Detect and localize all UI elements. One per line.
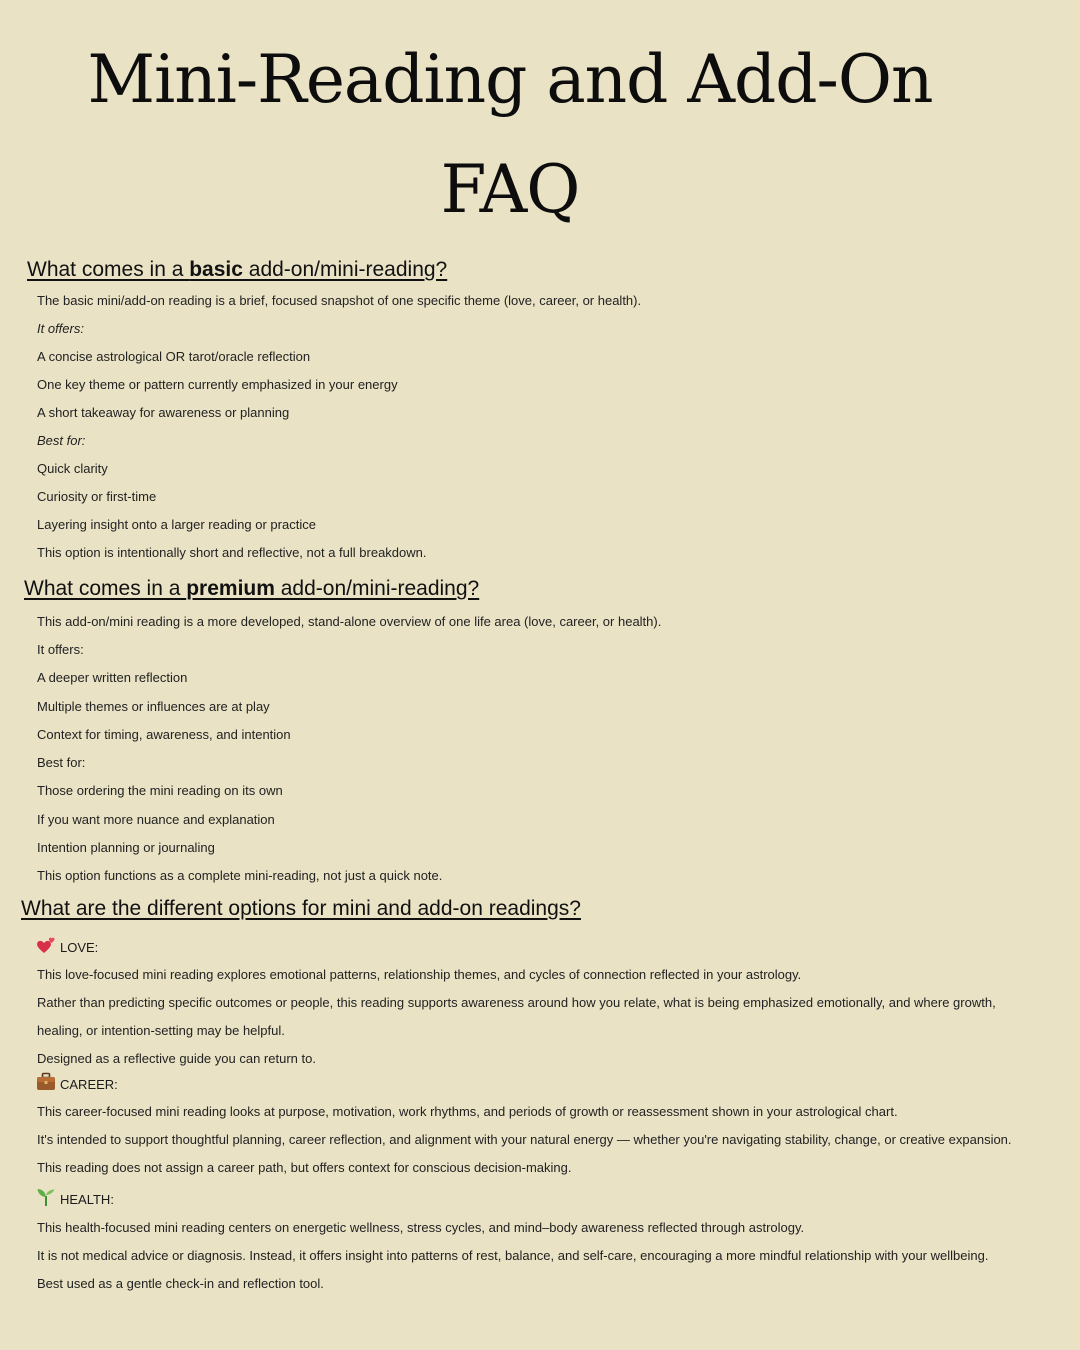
basic-line: A concise astrological OR tarot/oracle reflection [37, 349, 311, 364]
briefcase-icon [36, 1072, 56, 1092]
page-title-line-2: FAQ [440, 151, 580, 228]
love-label: LOVE: [60, 940, 99, 955]
health-line: Best used as a gentle check-in and reflection tool. [37, 1276, 324, 1291]
premium-line: A deeper written reflection [37, 670, 188, 685]
premium-line: Context for timing, awareness, and intention [37, 727, 291, 742]
basic-line: Layering insight onto a larger reading or practice [37, 517, 316, 532]
health-label: HEALTH: [60, 1192, 114, 1207]
basic-line: A short takeaway for awareness or planning [37, 405, 290, 420]
basic-line: Curiosity or first-time [37, 489, 157, 504]
health-line: This health-focused mini reading centers on energetic wellness, stress cycles, and mind–body awareness reflected through astrology. [37, 1220, 805, 1235]
health-category [36, 1185, 114, 1207]
basic-line: The basic mini/add-on reading is a brief, focused snapshot of one specific theme (love, career, or health). [37, 293, 642, 308]
premium-line: This option functions as a complete mini-reading, not just a quick note. [37, 868, 443, 883]
premium-line: Those ordering the mini reading on its own [37, 783, 283, 798]
basic-line: This option is intentionally short and reflective, not a full breakdown. [37, 545, 427, 560]
love-line: Designed as a reflective guide you can return to. [37, 1051, 316, 1066]
health-line: It is not medical advice or diagnosis. Instead, it offers insight into patterns of rest, balance, and self-care, encouraging a more mindful relationship with your wellbeing. [37, 1248, 989, 1263]
career-label: CAREER: [60, 1077, 118, 1092]
page-title-line-1: Mini-Reading and Add-On [87, 41, 933, 118]
basic-question-suffix: add-on/mini-reading? [242, 258, 448, 281]
premium-line: Intention planning or journaling [37, 840, 215, 855]
premium-line: This add-on/mini reading is a more developed, stand-alone overview of one life area (love, career, or health). [37, 614, 662, 629]
love-category [36, 933, 98, 955]
premium-line: If you want more nuance and explanation [37, 812, 275, 827]
premium-question-suffix: add-on/mini-reading? [274, 577, 480, 600]
premium-question-heading [24, 576, 479, 602]
love-line: Rather than predicting specific outcomes or people, this reading supports awareness around how you relate, what is being emphasized emotionally, and where growth, [37, 995, 996, 1010]
basic-line: Quick clarity [37, 461, 108, 476]
basic-line: One key theme or pattern currently emphasized in your energy [37, 377, 398, 392]
premium-question-keyword: premium [186, 577, 275, 600]
hearts-icon [36, 935, 56, 955]
love-line: healing, or intention-setting may be helpful. [37, 1023, 285, 1038]
premium-question-prefix: What comes in a [24, 577, 187, 600]
seedling-icon [36, 1187, 56, 1207]
premium-best-for-label: Best for: [37, 755, 86, 770]
basic-question-keyword: basic [189, 258, 243, 281]
premium-offers-label: It offers: [37, 642, 84, 657]
love-line: This love-focused mini reading explores emotional patterns, relationship themes, and cycles of connection reflected in your astrology. [37, 967, 802, 982]
options-question-heading: What are the different options for mini and add-on readings? [21, 897, 581, 920]
basic-offers-label: It offers: [37, 321, 84, 336]
career-line: This career-focused mini reading looks at purpose, motivation, work rhythms, and periods of growth or reassessment shown in your astrological chart. [37, 1104, 898, 1119]
basic-question-prefix: What comes in a [27, 258, 190, 281]
basic-question-heading [27, 257, 447, 283]
page-title [0, 25, 1020, 245]
career-line: It's intended to support thoughtful planning, career reflection, and alignment with your natural energy — whether you're navigating stability, change, or creative expansion. [37, 1132, 1012, 1147]
basic-best-for-label: Best for: [37, 433, 86, 448]
career-line: This reading does not assign a career path, but offers context for conscious decision-making. [37, 1160, 572, 1175]
career-category [36, 1070, 118, 1092]
premium-line: Multiple themes or influences are at play [37, 699, 270, 714]
